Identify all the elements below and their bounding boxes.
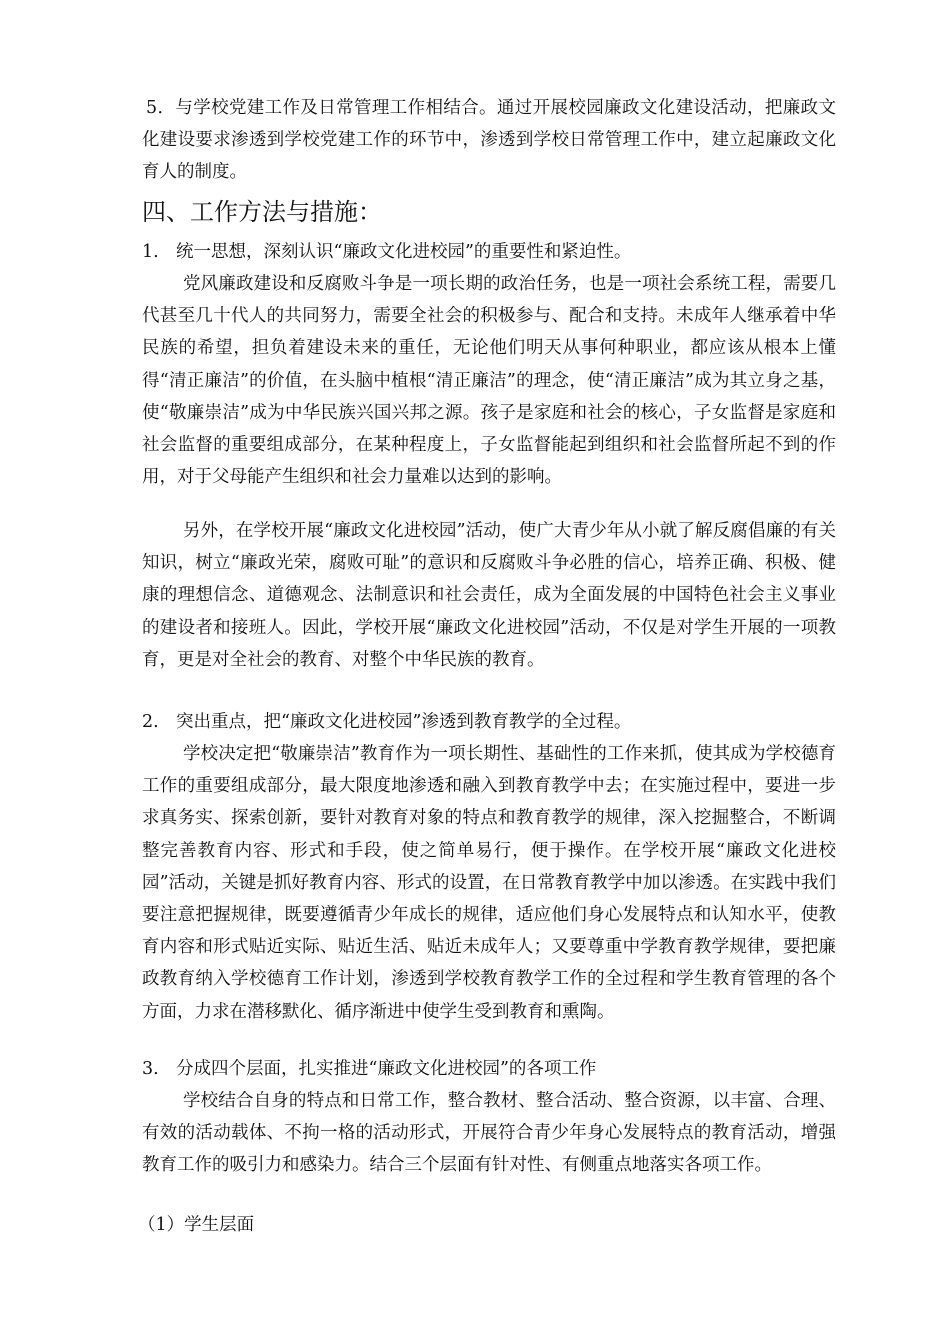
item-1-title-text: 统一思想，深刻认识“廉政文化进校园”的重要性和紧迫性。 [176,242,632,262]
item-3-paragraph-1: 学校结合自身的特点和日常工作，整合教材、整合活动、整合资源，以丰富、合理、有效的活动载体、不拘一格的活动形式，开展符合青少年身心发展特点的教育活动，增强教育工作的吸引力和感染力。结合三个层面有针对性、有侧重点地落实各项工作。 [142,1091,836,1176]
item-1-paragraph-1: 党风廉政建设和反腐败斗争是一项长期的政治任务，也是一项社会系统工程，需要几代甚至几十代人的共同努力，需要全社会的积极参与、配合和支持。未成年人继承着中华民族的希望，担负着建设未来的重任，无论他们明天从事何种职业，都应该从根本上懂得“清正廉洁”的价值，在头脑中植根“清正廉洁”的理念，使“清正廉洁”成为其立身之基，使“敬廉崇洁”成为中华民族兴国兴邦之源。孩子是家庭和社会的核心，子女监督是家庭和社会监督的重要组成部分，在某种程度上，子女监督能起到组织和社会监督所起不到的作用，对于父母能产生组织和社会力量难以达到的影响。 [142,274,836,488]
item-2-title [142,706,631,738]
item-1-title [142,236,631,268]
item-2-paragraph-1: 学校决定把“敬廉崇洁”教育作为一项长期性、基础性的工作来抓，使其成为学校德育工作的重要组成部分，最大限度地渗透和融入到教育教学中去；在实施过程中，要进一步求真务实、探索创新，要针对教育对象的特点和教育教学的规律，深入挖掘整合，不断调整完善教育内容、形式和手段，使之简单易行，便于操作。在学校开展“廉政文化进校园”活动，关键是抓好教育内容、形式的设置，在日常教育教学中加以渗透。在实践中我们要注意把握规律，既要遵循青少年成长的规律，适应他们身心发展特点和认知水平，使教育内容和形式贴近实际、贴近生活、贴近未成年人；又要尊重中学教育教学规律，要把廉政教育纳入学校德育工作计划，渗透到学校教育教学工作的全过程和学生教育管理的各个方面，力求在潜移默化、循序渐进中使学生受到教育和熏陶。 [142,744,836,1022]
paragraph-5: 5．与学校党建工作及日常管理工作相结合。通过开展校园廉政文化建设活动，把廉政文化建设要求渗透到学校党建工作的环节中，渗透到学校日常管理工作中，建立起廉政文化育人的制度。 [142,98,836,183]
item-1-number: 1. [142,242,159,262]
item-2-title-text: 突出重点，把“廉政文化进校园”渗透到教育教学的全过程。 [176,712,632,732]
item-3-title [142,1053,596,1085]
item-3-number: 3. [142,1059,159,1079]
item-1-paragraph-2: 另外，在学校开展“廉政文化进校园”活动，使广大青少年从小就了解反腐倡廉的有关知识，树立“廉政光荣，腐败可耻”的意识和反腐败斗争必胜的信心，培养正确、积极、健康的理想信念、道德观念、法制意识和社会责任，成为全面发展的中国特色社会主义事业的建设者和接班人。因此，学校开展“廉政文化进校园”活动，不仅是对学生开展的一项教育，更是对全社会的教育、对整个中华民族的教育。 [142,521,836,670]
section-heading: 四、工作方法与措施： [142,198,382,226]
item-2-number: 2. [142,712,159,732]
sub-item-student-level: （1）学生层面 [138,1215,255,1235]
item-3-title-text: 分成四个层面，扎实推进“廉政文化进校园”的各项工作 [176,1059,597,1079]
